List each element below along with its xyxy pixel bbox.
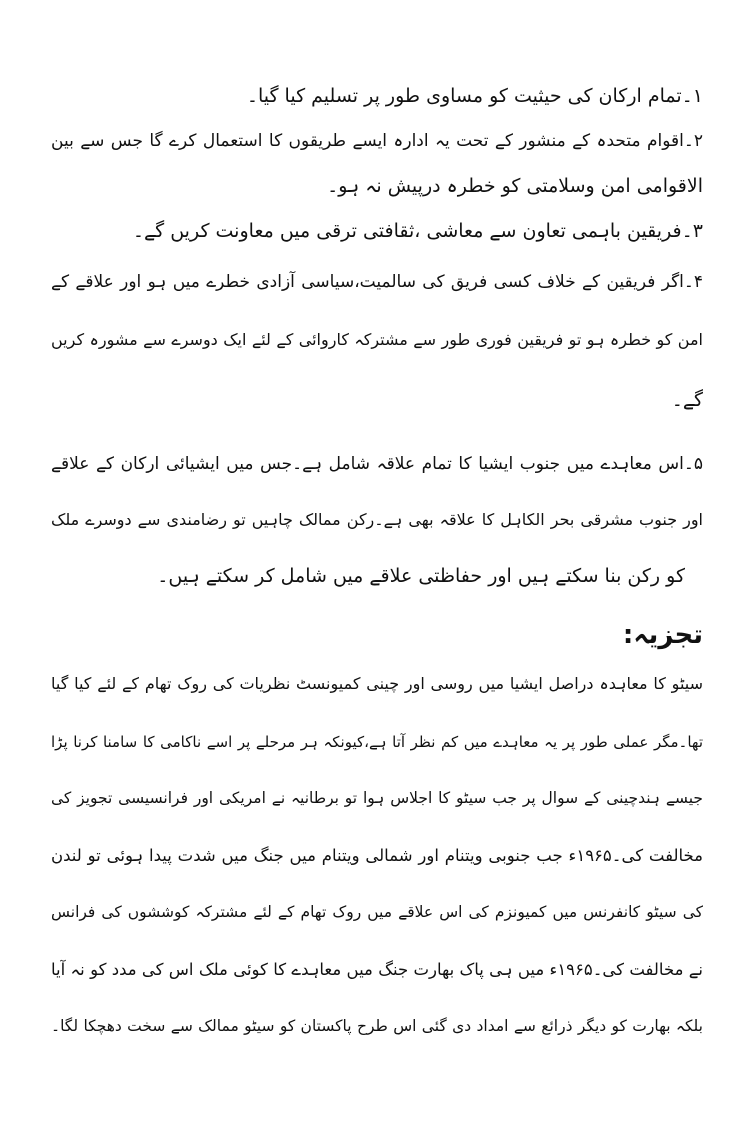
section-heading: تجزیہ: xyxy=(622,620,703,650)
paragraph-line: کو رکن بنا سکتے ہیں اور حفاظتی علاقے میں شامل کر سکتے ہیں۔ xyxy=(157,565,685,587)
paragraph-line: کی سیٹو کانفرنس میں کمیونزم کی اس علاقے میں روک تھام کے لئے مشترکہ کوششوں کی فرانس xyxy=(51,903,703,921)
paragraph-line: بلکہ بھارت کو دیگر ذرائع سے امداد دی گئی اس طرح پاکستان کو سیٹو ممالک سے سخت دھچکا لگا۔ xyxy=(51,1017,703,1035)
paragraph-line: سیٹو کا معاہدہ دراصل ایشیا میں روسی اور چینی کمیونسٹ نظریات کی روک تھام کے لئے کیا گیا xyxy=(51,674,703,693)
paragraph-line: ۲۔اقوام متحدہ کے منشور کے تحت یہ ادارہ ایسے طریقوں کا استعمال کرے گا جس سے بین xyxy=(51,131,703,151)
paragraph-line: تھا۔مگر عملی طور پر یہ معاہدے میں کم نظر آتا ہے،کیونکہ ہر مرحلے پر اسے ناکامی کا سامنا کرنا پڑا xyxy=(51,733,703,751)
paragraph-line: ۵۔اس معاہدے میں جنوب ایشیا کا تمام علاقہ شامل ہے۔جس میں ایشیائی ارکان کے علاقے xyxy=(51,454,703,474)
paragraph-line: مخالفت کی۔۱۹۶۵ء جب جنوبی ویتنام اور شمالی ویتنام میں جنگ میں شدت پیدا ہوئی تو لندن xyxy=(51,846,703,865)
paragraph-line: نے مخالفت کی۔۱۹۶۵ء میں ہی پاک بھارت جنگ میں معاہدے کا کوئی ملک اس کی مدد کو نہ آیا xyxy=(51,960,703,979)
paragraph-line: ۱۔تمام ارکان کی حیثیت کو مساوی طور پر تسلیم کیا گیا۔ xyxy=(246,85,703,107)
paragraph-line: ۳۔فریقین باہمی تعاون سے معاشی ،ثقافتی ترقی میں معاونت کریں گے۔ xyxy=(132,220,703,242)
paragraph-line: ۴۔اگر فریقین کے خلاف کسی فریق کی سالمیت،سیاسی آزادی خطرے میں ہو اور علاقے کے xyxy=(51,272,703,292)
paragraph-line: جیسے ہندچینی کے سوال پر جب سیٹو کا اجلاس ہوا تو برطانیہ نے امریکی اور فرانسیسی تجویز کی xyxy=(51,789,703,807)
paragraph-line: گے۔ xyxy=(671,389,703,411)
paragraph-line: الاقوامی امن وسلامتی کو خطرہ درپیش نہ ہو۔ xyxy=(327,175,703,197)
paragraph-line: اور جنوب مشرقی بحر الکاہل کا علاقہ بھی ہے۔رکن ممالک چاہیں تو رضامندی سے دوسرے ملک xyxy=(51,510,703,529)
paragraph-line: امن کو خطرہ ہو تو فریقین فوری طور سے مشترکہ کاروائی کے لئے ایک دوسرے سے مشورہ کریں xyxy=(51,330,703,349)
